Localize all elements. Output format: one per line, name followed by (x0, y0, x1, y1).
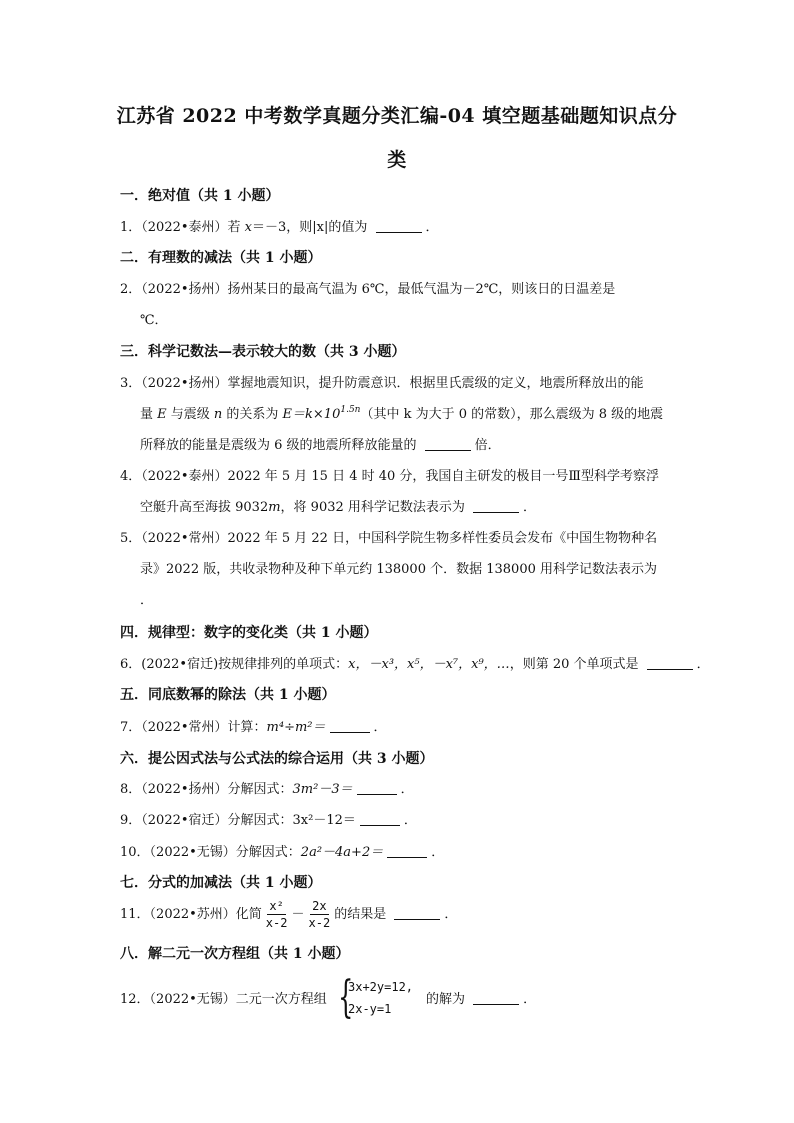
question-9: 9．（2022•宿迁）分解因式：3x²－12＝ ． (120, 813, 417, 828)
fraction-2: $\frac{2x}{x-2}$ (308, 899, 331, 930)
answer-blank (387, 843, 427, 858)
answer-blank (473, 498, 519, 513)
answer-blank (357, 780, 397, 795)
section-heading-7: 七．分式的加减法（共 1 小题） (120, 875, 322, 891)
section-heading-8: 八．解二元一次方程组（共 1 小题） (120, 946, 350, 962)
question-11: 11．（2022•苏州）化简 $\frac{\text{x²}}{x-2}$ － $\frac{2x}{x-2}$ 的结果是 ． (120, 899, 458, 930)
question-3-line3: 所释放的能量是震级为 6 级的地震所释放能量的 倍． (140, 438, 501, 453)
question-4-line2: 空艇升高至海拔 9032m，将 9032 用科学记数法表示为 ． (140, 500, 537, 515)
equation-system-brace: { (338, 972, 354, 1023)
equation-system (348, 976, 413, 1020)
question-4-line1: 4．（2022•泰州）2022 年 5 月 15 日 4 时 40 分，我国自主研发的极目一号Ⅲ型科学考察浮 (120, 469, 659, 484)
question-3-line2: 量 E 与震级 n 的关系为 $E=k\times 10^{1.5n}$（其中 k 为大于 0 的常数），那么震级为 8 级的地震 (140, 405, 664, 422)
question-5-line1: 5．（2022•常州）2022 年 5 月 22 日，中国科学院生物多样性委员会发布《中国生物物种名 (120, 531, 658, 546)
answer-blank (376, 218, 422, 233)
section-heading-3: 三．科学记数法—表示较大的数（共 3 小题） (120, 344, 406, 360)
section-heading-5: 五．同底数幂的除法（共 1 小题） (120, 687, 336, 703)
document-title-line2: 类 (387, 149, 407, 171)
document-title-line1: 江苏省 2022 中考数学真题分类汇编-04 填空题基础题知识点分 (116, 105, 678, 127)
question-2-line2: ℃． (140, 313, 168, 328)
question-5-line3: ． (140, 593, 154, 608)
question-12: 12．（2022•无锡）二元一次方程组 (120, 992, 327, 1007)
section-heading-4: 四．规律型：数字的变化类（共 1 小题） (120, 625, 378, 641)
answer-blank (473, 990, 519, 1005)
answer-blank (425, 436, 471, 451)
question-8: 8．（2022•扬州）分解因式：3m²－3＝ ． (120, 782, 414, 797)
equation-2: 2x-y=1 (348, 1002, 392, 1016)
question-12-answer: 的解为 ． (426, 992, 537, 1007)
question-1: 1．（2022•泰州）若 x＝－3，则|x|的值为 ． (120, 220, 439, 235)
question-10: 10．（2022•无锡）分解因式：2a²－4a+2＝ ． (120, 845, 445, 860)
answer-blank (647, 655, 693, 670)
question-6: 6．(2022•宿迁)按规律排列的单项式：x，－x³，x⁵，－x⁷，x⁹，…，则第 20 个单项式是 ． (120, 657, 710, 672)
question-2-line1: 2．（2022•扬州）扬州某日的最高气温为 6℃，最低气温为－2℃，则该日的日温差是 (120, 282, 616, 297)
equation-1: 3x+2y=12, (348, 980, 414, 994)
answer-blank (394, 905, 440, 920)
section-heading-1: 一．绝对值（共 1 小题） (120, 188, 280, 204)
question-3-line1: 3．（2022•扬州）掌握地震知识，提升防震意识．根据里氏震级的定义，地震所释放出的能 (120, 376, 644, 391)
question-5-line2: 录》2022 版，共收录物种及种下单元约 138000 个．数据 138000 用科学记数法表示为 (140, 562, 657, 577)
question-7: 7．（2022•常州）计算：m⁴÷m²＝ ． (120, 720, 387, 735)
section-heading-6: 六．提公因式法与公式法的综合运用（共 3 小题） (120, 751, 434, 767)
answer-blank (330, 718, 370, 733)
fraction-1: $\frac{\text{x²}}{x-2}$ (265, 899, 288, 930)
answer-blank (360, 811, 400, 826)
section-heading-2: 二．有理数的减法（共 1 小题） (120, 250, 322, 266)
